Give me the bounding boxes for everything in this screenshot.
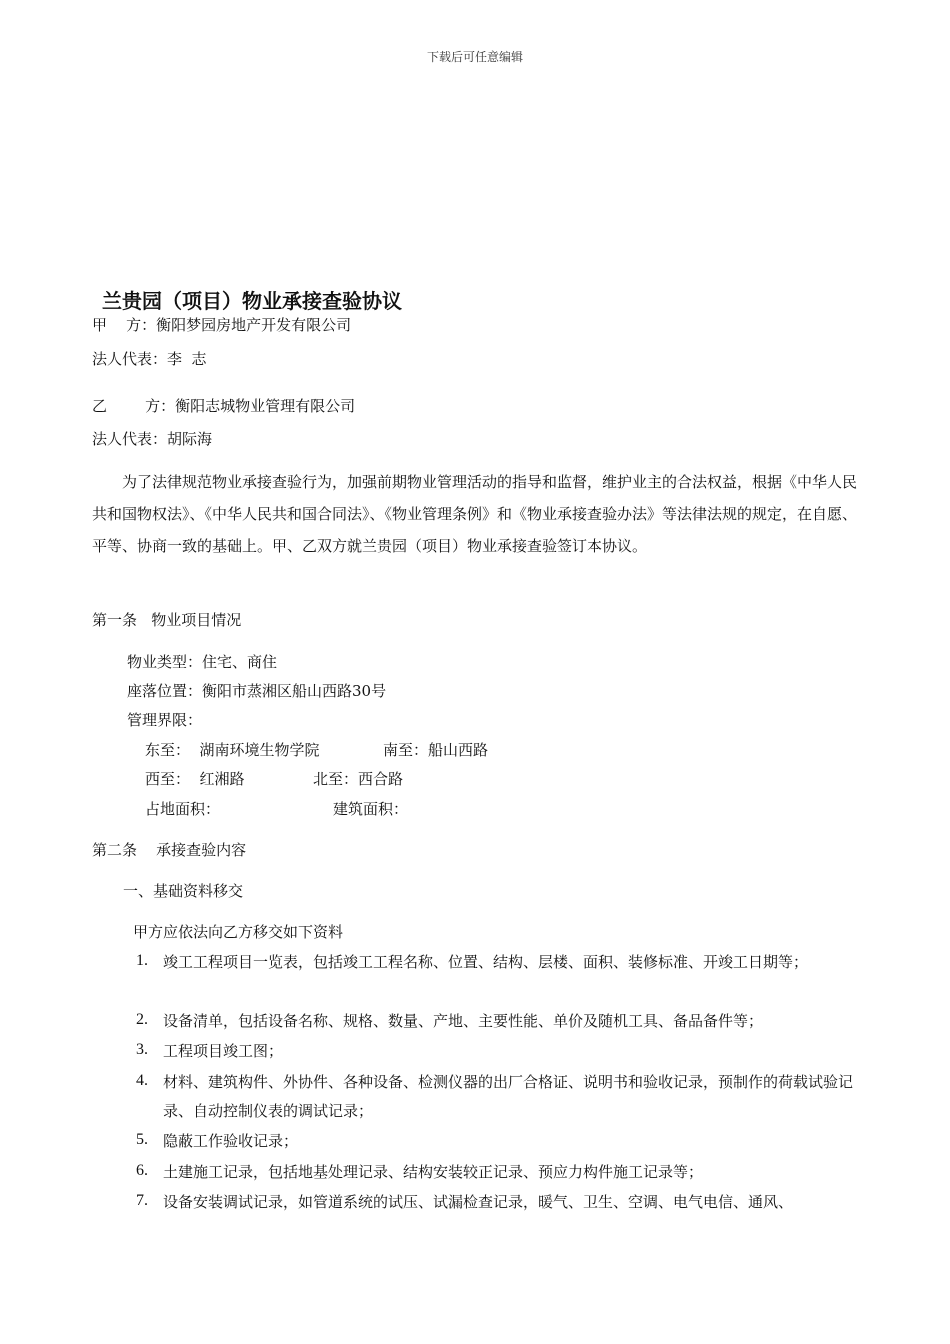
location-value: 衡阳市蒸湘区船山西路30号 [202, 682, 387, 700]
party-a-label: 甲 方： [92, 316, 157, 334]
list-item-text: 设备安装调试记录，如管道系统的试压、试漏检查记录，暖气、卫生、空调、电气电信、通风、 [163, 1193, 794, 1211]
boundary-east: 东至： 湖南环境生物学院 [145, 741, 320, 759]
party-a-value: 衡阳梦园房地产开发有限公司 [156, 316, 352, 334]
property-type-value: 住宅、商住 [202, 653, 278, 671]
boundary-label: 管理界限： [127, 711, 203, 729]
location-line [127, 680, 386, 701]
party-b-value: 衡阳志城物业管理有限公司 [175, 397, 356, 415]
preamble-paragraph: 为了法律规范物业承接查验行为，加强前期物业管理活动的指导和监督，维护业主的合法权益，根据《中华人民共和国物权法》、《中华人民共和国合同法》、《物业管理条例》和《物业承接查验办法》等法律法规的规定，在自愿、平等、协商一致的基础上。甲、乙双方就兰贵园（项目）物业承接查验签订本协议。 [92, 473, 858, 555]
property-type-line [127, 651, 277, 672]
article-2-heading: 第二条 承接查验内容 [92, 841, 247, 859]
list-item-number: 3. [136, 1041, 148, 1058]
location-label: 座落位置： [127, 682, 203, 700]
party-a-rep-label: 法人代表： [92, 350, 168, 368]
party-b-label: 乙 方： [92, 397, 176, 415]
boundary-west: 西至： 红湘路 [145, 770, 245, 788]
party-b-line [92, 395, 355, 416]
article-1-heading: 第一条 物业项目情况 [92, 611, 242, 629]
list-item-number: 6. [136, 1162, 148, 1179]
list-item-text: 设备清单，包括设备名称、规格、数量、产地、主要性能、单价及随机工具、备品备件等； [163, 1012, 764, 1030]
boundary-north: 北至：西合路 [313, 770, 404, 788]
list-item-text: 工程项目竣工图； [163, 1042, 284, 1060]
list-item-number: 5. [136, 1131, 148, 1148]
section-1-heading: 一、基础资料移交 [123, 882, 244, 900]
party-a-rep-line [92, 348, 207, 369]
party-b-rep-label: 法人代表： [92, 430, 168, 448]
party-a-line [92, 314, 351, 335]
transfer-intro: 甲方应依法向乙方移交如下资料 [133, 923, 344, 941]
list-item-text: 材料、建筑构件、外协件、各种设备、检测仪器的出厂合格证、说明书和验收记录，预制作的荷载试验记录、自动控制仪表的调试记录； [163, 1073, 854, 1120]
land-area-label: 占地面积： [145, 800, 221, 818]
boundary-south: 南至：船山西路 [383, 741, 489, 759]
document-title: 兰贵园（项目）物业承接查验协议 [102, 289, 402, 313]
party-a-rep-value: 李 志 [167, 350, 207, 368]
property-type-label: 物业类型： [127, 653, 203, 671]
party-b-rep-value: 胡际海 [167, 430, 213, 448]
page-header-note: 下载后可任意编辑 [426, 50, 523, 64]
list-item-number: 7. [136, 1192, 148, 1209]
party-b-rep-line [92, 428, 212, 449]
list-item-number: 1. [136, 952, 148, 969]
building-area-label: 建筑面积： [333, 800, 409, 818]
list-item-number: 4. [136, 1072, 148, 1089]
list-item-text: 隐蔽工作验收记录； [163, 1132, 299, 1150]
list-item-text: 竣工工程项目一览表，包括竣工工程名称、位置、结构、层楼、面积、装修标准、开竣工日期等； [163, 953, 809, 971]
list-item-number: 2. [136, 1011, 148, 1028]
list-item-text: 土建施工记录，包括地基处理记录、结构安装较正记录、预应力构件施工记录等； [163, 1163, 704, 1181]
